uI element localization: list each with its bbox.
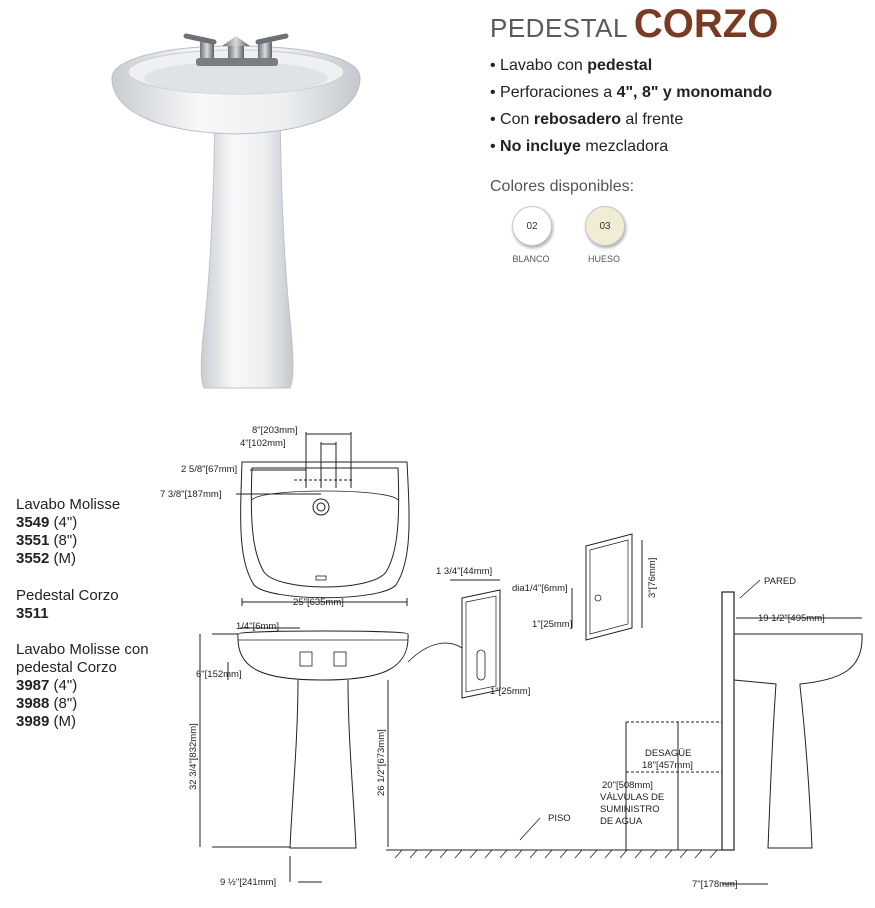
dim-dia-1-4in: dia1/4"[6mm] [512,583,568,594]
dim-3in: 3"[76mm] [647,557,658,598]
model-group-title: Lavabo Molisse con pedestal Corzo [16,641,149,676]
model-code: 3549 (4") [16,514,78,531]
model-group-title: Pedestal Corzo [16,587,119,604]
title-name: CORZO [633,2,779,46]
top-view [236,432,409,606]
dim-7in: 7"[178mm] [692,879,738,890]
title-prefix: PEDESTAL [490,13,628,43]
label-valvulas-1: VÁLVULAS DE [600,792,665,803]
dim-25in: 25"[635mm] [293,597,344,608]
dim-1in-b: 1"[25mm] [490,686,531,697]
dim-19-1-2in: 19 1/2"[495mm] [758,613,825,624]
label-pared: PARED [764,576,797,587]
label-valvulas-3: DE AGUA [600,816,643,827]
color-swatch-hueso: 03 [585,206,625,246]
dim-32-3-4in: 32 3/4"[832mm] [188,723,199,790]
model-code: 3551 (8") [16,532,78,549]
dim-4in: 4"[102mm] [240,438,286,449]
model-code: 3552 (M) [16,550,77,567]
dim-26-1-2in: 26 1/2"[673mm] [376,729,387,796]
dim-6in: 6"[152mm] [196,669,242,680]
feature-item: • Con rebosadero al frente [490,111,684,128]
label-desague: DESAGÜE [645,748,692,759]
dim-1-4in: 1/4"[6mm] [236,621,279,632]
label-piso: PISO [548,813,571,824]
model-code: 3989 (M) [16,713,77,730]
front-view [200,628,722,882]
dim-9-1-2in: 9 ½"[241mm] [220,877,277,888]
feature-item: • Lavabo con pedestal [490,57,653,74]
dim-18in: 18"[457mm] [642,760,693,771]
bracket-detail [408,534,642,698]
side-view [626,580,862,884]
colors-title: Colores disponibles: [490,178,635,195]
model-code: 3987 (4") [16,677,78,694]
dim-7-3-8in: 7 3/8"[187mm] [160,489,222,500]
feature-item: • Perforaciones a 4", 8" y monomando [490,84,773,101]
dim-2-5-8in: 2 5/8"[67mm] [181,464,238,475]
color-swatch-blanco: 02 [512,206,552,246]
model-code: 3511 [16,605,49,622]
label-valvulas-2: SUMINISTRO [600,804,660,815]
dim-8in: 8"[203mm] [252,425,298,436]
feature-item: • No incluye mezcladora [490,138,669,155]
color-name-blanco: BLANCO [512,254,550,264]
model-code: 3988 (8") [16,695,78,712]
dim-1-3-4in: 1 3/4"[44mm] [436,566,493,577]
dim-20in: 20"[508mm] [602,780,653,791]
model-group-title: Lavabo Molisse [16,496,121,513]
dim-1in-a: 1"[25mm] [532,619,573,630]
color-name-hueso: HUESO [587,254,620,264]
